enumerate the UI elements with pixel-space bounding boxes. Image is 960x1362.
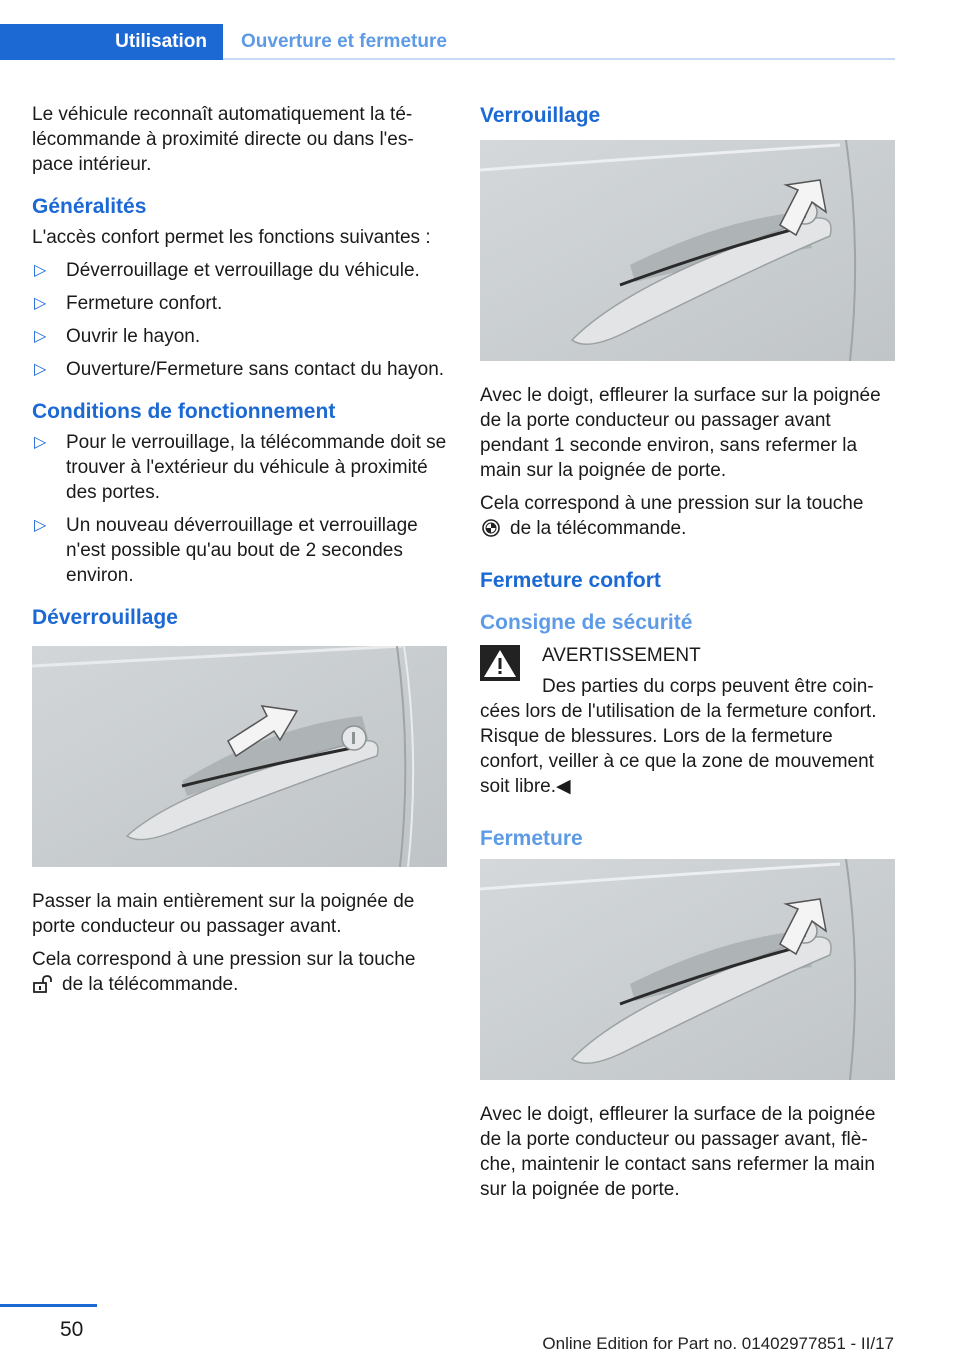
heading-deverrouillage: Déverrouillage — [32, 606, 178, 629]
heading-fermeture-confort: Fermeture confort — [480, 569, 661, 592]
warning-label: AVERTISSEMENT — [542, 645, 701, 666]
list-item-text: Un nouveau déverrouillage et verrouillage n'est possible qu'au bout de 2 secondes environ. — [66, 515, 418, 586]
door-handle-lock-figure — [480, 140, 895, 361]
list-item — [32, 513, 447, 588]
intro-paragraph: Le véhicule reconnaît automatiquement la télécommande à proximité directe ou dans l'espace intérieur. — [32, 104, 414, 175]
door-handle-close-figure — [480, 859, 895, 1080]
list-item — [32, 291, 447, 316]
list-item — [32, 430, 447, 505]
triangle-bullet-icon: ▷ — [34, 262, 47, 279]
list-item-text: Ouvrir le hayon. — [66, 326, 201, 347]
warning-block — [480, 643, 895, 799]
conditions-list — [32, 430, 447, 588]
left-column — [32, 102, 447, 1005]
triangle-bullet-icon: ▷ — [34, 517, 47, 534]
list-item — [32, 324, 447, 349]
triangle-bullet-icon: ▷ — [34, 328, 47, 345]
door-handle-unlock-figure — [32, 646, 447, 867]
heading-consigne-securite: Consigne de sécurité — [480, 611, 693, 634]
heading-fermeture: Fermeture — [480, 827, 583, 850]
footer-divider — [0, 1304, 97, 1307]
right-column — [480, 102, 895, 1210]
list-item-text: Pour le verrouillage, la télécommande doit se trouver à l'extérieur du véhicule à proximité des portes. — [66, 432, 447, 503]
unlock-key-icon — [32, 975, 54, 993]
heading-generalites: Généralités — [32, 195, 147, 218]
page-number: 50 — [60, 1318, 84, 1341]
verrouillage-paragraph: Avec le doigt, effleurer la surface sur la poignée de la porte conducteur ou passager avant pendant 1 seconde environ, sans refermer la main sur la poignée de porte. — [480, 385, 881, 481]
heading-verrouillage: Verrouillage — [480, 104, 601, 127]
header-section-title[interactable]: Ouverture et fermeture — [241, 31, 447, 52]
generalites-list — [32, 258, 447, 382]
header-divider — [223, 58, 895, 60]
brand-logo-key-icon — [480, 519, 502, 537]
triangle-bullet-icon: ▷ — [34, 361, 47, 378]
list-item-text: Déverrouillage et verrouillage du véhicule. — [66, 260, 420, 281]
generalites-paragraph: L'accès confort permet les fonctions suivantes : — [32, 227, 431, 248]
page-header — [0, 24, 895, 60]
list-item — [32, 357, 447, 382]
heading-conditions: Conditions de fonctionnement — [32, 400, 336, 423]
key-text-b: de la télécommande. — [62, 974, 239, 995]
header-tab-utilisation[interactable]: Utilisation — [0, 24, 223, 60]
key-text-b: de la télécommande. — [510, 518, 687, 539]
edition-footer: Online Edition for Part no. 01402977851 - II/17 — [542, 1334, 894, 1353]
deverrouillage-paragraph: Passer la main entièrement sur la poignée de porte conducteur ou passager avant. — [32, 891, 415, 937]
key-text-a: Cela correspond à une pression sur la touche — [480, 493, 864, 514]
list-item-text: Ouverture/Fermeture sans contact du hayon. — [66, 359, 445, 380]
list-item-text: Fermeture confort. — [66, 293, 223, 314]
fermeture-paragraph: Avec le doigt, effleurer la surface de la poignée de la porte conducteur ou passager avant, flèche, maintenir le contact sans refermer la main sur la poignée de porte. — [480, 1104, 876, 1200]
warning-triangle-icon — [480, 645, 520, 681]
triangle-bullet-icon: ▷ — [34, 295, 47, 312]
triangle-bullet-icon: ▷ — [34, 434, 47, 451]
key-text-a: Cela correspond à une pression sur la touche — [32, 949, 416, 970]
warning-text: Des parties du corps peuvent être coincées lors de l'utilisation de la fermeture confort. Risque de blessures. Lors de la fermeture confort, veiller à ce que la zone de mouvement soit libre.◀ — [480, 676, 877, 797]
verrouillage-key-paragraph — [480, 491, 895, 541]
deverrouillage-key-paragraph — [32, 947, 447, 997]
list-item — [32, 258, 447, 283]
